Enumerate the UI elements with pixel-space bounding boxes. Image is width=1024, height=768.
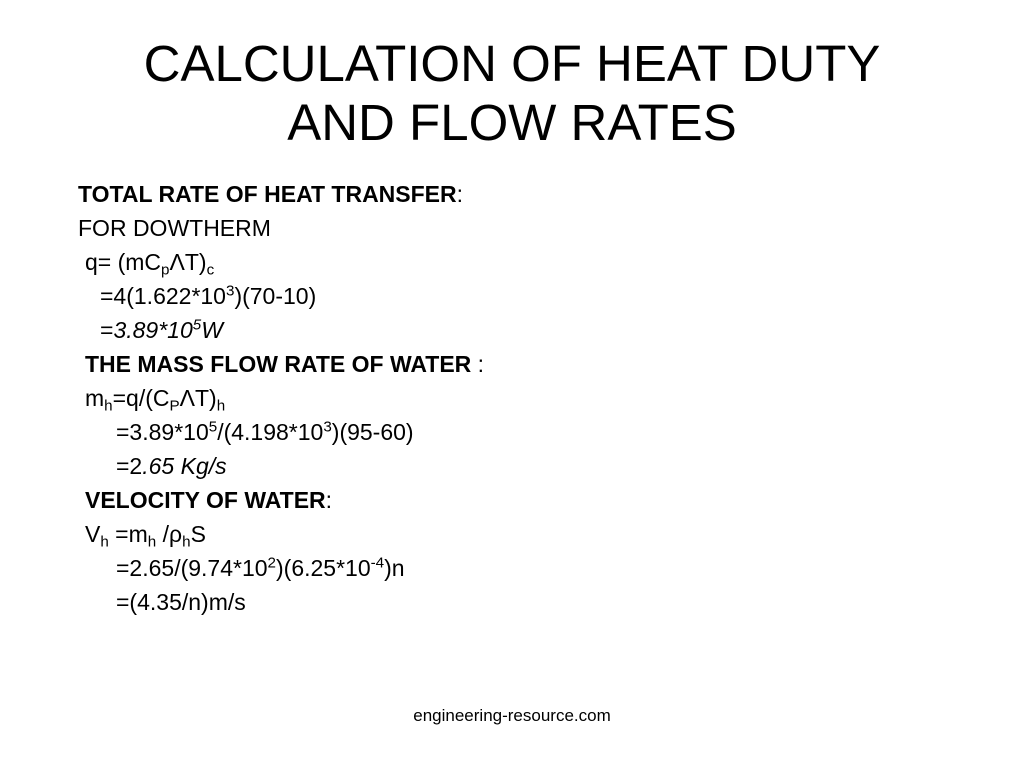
subscript: h [147,533,157,551]
subscript: h [100,533,109,551]
heat-formula-part: ΛT) [169,249,207,275]
slide-body [78,177,978,619]
velocity-formula-part: =m [108,521,148,547]
velocity-step-1 [78,551,978,585]
heat-step-1 [78,279,978,313]
mass-formula-part: ΛT) [179,385,217,411]
velocity-step-part: =2.65/(9.74*10 [116,555,268,581]
title-line-1: CALCULATION OF HEAT DUTY [143,35,881,92]
mass-heading-colon: : [471,351,485,377]
heat-step-part: =4(1.622*10 [100,283,226,309]
subscript: c [206,261,215,279]
subscript: h [182,533,191,551]
velocity-formula-part: /ρ [156,521,183,547]
mass-result [78,449,978,483]
mass-result-value: .65 Kg/s [142,453,227,479]
superscript: -4 [370,554,385,572]
subscript: p [161,261,170,279]
mass-heading-text: THE MASS FLOW RATE OF WATER [85,351,472,377]
footer-source: engineering-resource.com [413,706,611,725]
heat-formula [78,245,978,279]
heat-formula-part: q= (mC [85,249,162,275]
heat-heading-colon: : [456,181,464,207]
mass-formula-part: =q/(C [112,385,170,411]
velocity-formula-part: V [85,521,101,547]
mass-step-part: /(4.198*10 [217,419,324,445]
heat-result-equals: = [100,317,114,343]
subscript: h [104,397,113,415]
superscript: 3 [323,418,332,436]
heat-heading-text: TOTAL RATE OF HEAT TRANSFER [78,181,457,207]
subscript: h [216,397,226,415]
velocity-heading [78,483,978,517]
heat-result-unit: W [201,317,223,343]
velocity-result: =(4.35/n)m/s [116,589,246,615]
heat-step-part: )(70-10) [234,283,317,309]
slide-title [0,34,1024,152]
title-line-2: AND FLOW RATES [287,94,737,151]
mass-step-part: )(95-60) [331,419,414,445]
velocity-step-part: )n [384,555,405,581]
heat-result [78,313,978,347]
heat-result-value: 3.89*10 [113,317,193,343]
mass-step-1 [78,415,978,449]
velocity-formula-part: S [190,521,206,547]
mass-result-part: =2 [116,453,143,479]
velocity-heading-text: VELOCITY OF WATER [85,487,326,513]
mass-step-part: =3.89*10 [116,419,209,445]
superscript: 2 [267,554,276,572]
superscript: 5 [192,316,202,334]
heat-transfer-heading [78,177,978,211]
subscript: P [169,397,180,415]
velocity-step-part: )(6.25*10 [276,555,371,581]
fluid-label: FOR DOWTHERM [78,215,271,241]
superscript: 3 [225,282,235,300]
mass-formula [78,381,978,415]
mass-formula-part: m [85,385,105,411]
velocity-formula [78,517,978,551]
velocity-heading-colon: : [325,487,333,513]
mass-flow-heading [78,347,978,381]
superscript: 5 [208,418,218,436]
